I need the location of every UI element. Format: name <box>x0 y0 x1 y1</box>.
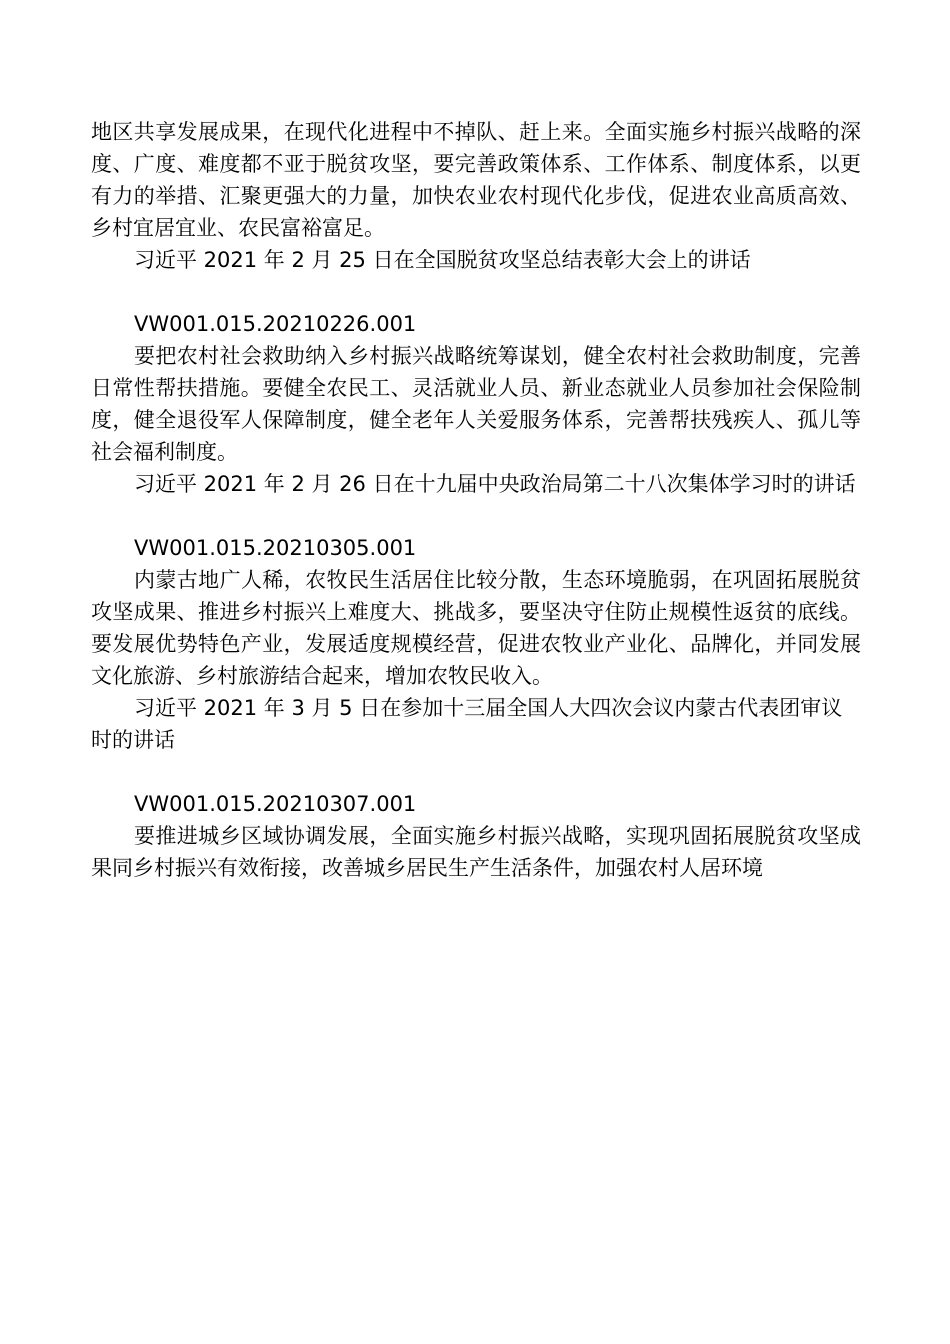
paragraph: 要把农村社会救助纳入乡村振兴战略统筹谋划，健全农村社会救助制度，完善日常性帮扶措施。要健全农民工、灵活就业人员、新业态就业人员参加社会保险制度，健全退役军人保障制度，健全老年人关爱服务体系，完善帮扶残疾人、孤儿等社会福利制度。 <box>91 344 861 464</box>
paragraph: 要推进城乡区域协调发展，全面实施乡村振兴战略，实现巩固拓展脱贫攻坚成果同乡村振兴有效衔接，改善城乡居民生产生活条件，加强农村人居环境 <box>91 824 861 880</box>
entry-code: VW001.015.20210305.001 <box>134 536 417 560</box>
paragraph: 内蒙古地广人稀，农牧民生活居住比较分散，生态环境脆弱，在巩固拓展脱贫攻坚成果、推进乡村振兴上难度大、挑战多，要坚决守住防止规模性返贫的底线。要发展优势特色产业，发展适度规模经营，促进农牧业产业化、品牌化，并同发展文化旅游、乡村旅游结合起来，增加农牧民收入。 <box>91 568 861 688</box>
spacer <box>91 756 861 788</box>
entry-code: VW001.015.20210307.001 <box>134 792 417 816</box>
speech-source: 习近平 2021 年 3 月 5 日在参加十三届全国人大四次会议内蒙古代表团审议时的讲话 <box>91 696 843 752</box>
spacer <box>91 276 861 308</box>
spacer <box>91 500 861 532</box>
paragraph-continued: 地区共享发展成果，在现代化进程中不掉队、赶上来。全面实施乡村振兴战略的深度、广度、难度都不亚于脱贫攻坚，要完善政策体系、工作体系、制度体系，以更有力的举措、汇聚更强大的力量，加快农业农村现代化步伐，促进农业高质高效、乡村宜居宜业、农民富裕富足。 <box>91 120 861 240</box>
entry-code: VW001.015.20210226.001 <box>134 312 417 336</box>
document-page <box>91 116 861 884</box>
speech-source: 习近平 2021 年 2 月 25 日在全国脱贫攻坚总结表彰大会上的讲话 <box>134 248 751 272</box>
speech-source: 习近平 2021 年 2 月 26 日在十九届中央政治局第二十八次集体学习时的讲话 <box>134 472 856 496</box>
